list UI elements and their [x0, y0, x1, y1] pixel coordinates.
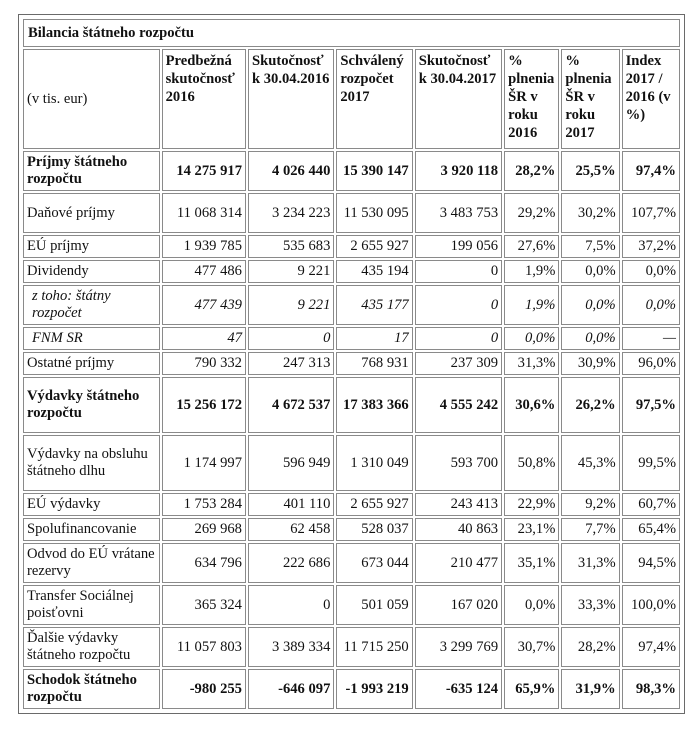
table-cell: 435 194 [336, 260, 412, 283]
budget-table-frame [18, 14, 685, 714]
row-label: z toho: štátny rozpočet [23, 285, 160, 325]
table-row [23, 377, 680, 433]
table-cell: -635 124 [415, 669, 502, 709]
table-cell: 593 700 [415, 435, 502, 491]
row-label: Odvod do EÚ vrátane rezervy [23, 543, 160, 583]
column-header: Skutočnosť k 30.04.2017 [415, 49, 502, 149]
table-row [23, 235, 680, 258]
column-header: Schválený rozpočet 2017 [336, 49, 412, 149]
row-label: Ostatné príjmy [23, 352, 160, 375]
table-cell: — [622, 327, 680, 350]
table-cell: 790 332 [162, 352, 246, 375]
table-body [23, 151, 680, 709]
table-cell: 9,2% [561, 493, 619, 516]
table-cell: 50,8% [504, 435, 559, 491]
table-cell: 3 234 223 [248, 193, 334, 233]
table-cell: 401 110 [248, 493, 334, 516]
table-cell: 535 683 [248, 235, 334, 258]
table-cell: 3 299 769 [415, 627, 502, 667]
table-cell: 247 313 [248, 352, 334, 375]
table-cell: 0,0% [504, 585, 559, 625]
table-cell: 0,0% [561, 260, 619, 283]
table-cell: 0,0% [504, 327, 559, 350]
table-cell: 2 655 927 [336, 493, 412, 516]
table-cell: 435 177 [336, 285, 412, 325]
table-row [23, 285, 680, 325]
table-cell: 210 477 [415, 543, 502, 583]
table-cell: 9 221 [248, 260, 334, 283]
row-label: Výdavky na obsluhu štátneho dlhu [23, 435, 160, 491]
row-label: EÚ výdavky [23, 493, 160, 516]
table-cell: 0,0% [561, 285, 619, 325]
row-label: Výdavky štátneho rozpočtu [23, 377, 160, 433]
table-row [23, 493, 680, 516]
table-cell: 673 044 [336, 543, 412, 583]
row-label: Daňové príjmy [23, 193, 160, 233]
row-label: Spolufinancovanie [23, 518, 160, 541]
table-title: Bilancia štátneho rozpočtu [23, 19, 680, 47]
table-cell: 7,7% [561, 518, 619, 541]
table-cell: 11 715 250 [336, 627, 412, 667]
table-cell: 97,4% [622, 151, 680, 191]
table-cell: 37,2% [622, 235, 680, 258]
table-cell: 30,7% [504, 627, 559, 667]
row-label: Ďalšie výdavky štátneho rozpočtu [23, 627, 160, 667]
table-cell: 0 [248, 327, 334, 350]
table-cell: 30,6% [504, 377, 559, 433]
table-cell: 0 [415, 260, 502, 283]
table-cell: 15 390 147 [336, 151, 412, 191]
table-title-row [23, 19, 680, 47]
table-cell: 100,0% [622, 585, 680, 625]
table-cell: 596 949 [248, 435, 334, 491]
table-cell: 4 555 242 [415, 377, 502, 433]
table-cell: 35,1% [504, 543, 559, 583]
table-cell: 96,0% [622, 352, 680, 375]
table-cell: 1,9% [504, 285, 559, 325]
table-cell: 0 [415, 285, 502, 325]
table-cell: 0 [248, 585, 334, 625]
column-header: Skutočnosť k 30.04.2016 [248, 49, 334, 149]
table-row [23, 543, 680, 583]
table-cell: 0,0% [622, 260, 680, 283]
table-row [23, 585, 680, 625]
table-cell: 27,6% [504, 235, 559, 258]
table-cell: -1 993 219 [336, 669, 412, 709]
table-cell: 3 389 334 [248, 627, 334, 667]
table-row [23, 352, 680, 375]
table-header-row [23, 49, 680, 149]
table-cell: 23,1% [504, 518, 559, 541]
table-cell: 3 920 118 [415, 151, 502, 191]
table-row [23, 260, 680, 283]
table-cell: 30,9% [561, 352, 619, 375]
row-label: Dividendy [23, 260, 160, 283]
table-row [23, 151, 680, 191]
table-cell: 501 059 [336, 585, 412, 625]
table-cell: 1 174 997 [162, 435, 246, 491]
table-cell: -646 097 [248, 669, 334, 709]
table-cell: 15 256 172 [162, 377, 246, 433]
table-cell: 31,9% [561, 669, 619, 709]
table-cell: 14 275 917 [162, 151, 246, 191]
table-cell: 94,5% [622, 543, 680, 583]
table-cell: 40 863 [415, 518, 502, 541]
table-cell: 47 [162, 327, 246, 350]
table-cell: 167 020 [415, 585, 502, 625]
table-cell: 269 968 [162, 518, 246, 541]
table-cell: 528 037 [336, 518, 412, 541]
unit-header: (v tis. eur) [23, 49, 160, 149]
table-cell: 29,2% [504, 193, 559, 233]
budget-balance-table [21, 17, 682, 711]
table-cell: 22,9% [504, 493, 559, 516]
table-cell: 222 686 [248, 543, 334, 583]
table-cell: 4 672 537 [248, 377, 334, 433]
table-row [23, 669, 680, 709]
table-row [23, 327, 680, 350]
table-cell: 11 068 314 [162, 193, 246, 233]
table-cell: 243 413 [415, 493, 502, 516]
table-cell: 4 026 440 [248, 151, 334, 191]
table-cell: 30,2% [561, 193, 619, 233]
table-cell: 45,3% [561, 435, 619, 491]
table-cell: 65,9% [504, 669, 559, 709]
table-cell: 11 530 095 [336, 193, 412, 233]
table-cell: 17 [336, 327, 412, 350]
table-cell: 62 458 [248, 518, 334, 541]
table-row [23, 518, 680, 541]
table-cell: 7,5% [561, 235, 619, 258]
column-header: Index 2017 / 2016 (v %) [622, 49, 680, 149]
table-cell: -980 255 [162, 669, 246, 709]
table-cell: 11 057 803 [162, 627, 246, 667]
table-cell: 1,9% [504, 260, 559, 283]
table-cell: 17 383 366 [336, 377, 412, 433]
table-cell: 1 939 785 [162, 235, 246, 258]
table-cell: 477 439 [162, 285, 246, 325]
table-cell: 0,0% [561, 327, 619, 350]
table-cell: 634 796 [162, 543, 246, 583]
table-cell: 2 655 927 [336, 235, 412, 258]
table-cell: 97,4% [622, 627, 680, 667]
column-header: % plnenia ŠR v roku 2017 [561, 49, 619, 149]
table-cell: 60,7% [622, 493, 680, 516]
table-cell: 199 056 [415, 235, 502, 258]
column-header: % plnenia ŠR v roku 2016 [504, 49, 559, 149]
table-cell: 107,7% [622, 193, 680, 233]
table-cell: 237 309 [415, 352, 502, 375]
table-cell: 25,5% [561, 151, 619, 191]
table-cell: 31,3% [504, 352, 559, 375]
column-header: Predbežná skutočnosť 2016 [162, 49, 246, 149]
table-row [23, 193, 680, 233]
table-cell: 1 753 284 [162, 493, 246, 516]
row-label: Transfer Sociálnej poisťovni [23, 585, 160, 625]
table-cell: 0 [415, 327, 502, 350]
table-cell: 99,5% [622, 435, 680, 491]
table-cell: 1 310 049 [336, 435, 412, 491]
table-cell: 33,3% [561, 585, 619, 625]
table-cell: 28,2% [504, 151, 559, 191]
row-label: Príjmy štátneho rozpočtu [23, 151, 160, 191]
table-cell: 477 486 [162, 260, 246, 283]
row-label: FNM SR [23, 327, 160, 350]
table-cell: 65,4% [622, 518, 680, 541]
table-cell: 97,5% [622, 377, 680, 433]
row-label: EÚ príjmy [23, 235, 160, 258]
table-cell: 9 221 [248, 285, 334, 325]
table-row [23, 435, 680, 491]
table-cell: 26,2% [561, 377, 619, 433]
table-row [23, 627, 680, 667]
row-label: Schodok štátneho rozpočtu [23, 669, 160, 709]
table-cell: 768 931 [336, 352, 412, 375]
table-cell: 31,3% [561, 543, 619, 583]
table-cell: 365 324 [162, 585, 246, 625]
table-cell: 3 483 753 [415, 193, 502, 233]
table-cell: 0,0% [622, 285, 680, 325]
table-cell: 98,3% [622, 669, 680, 709]
table-cell: 28,2% [561, 627, 619, 667]
